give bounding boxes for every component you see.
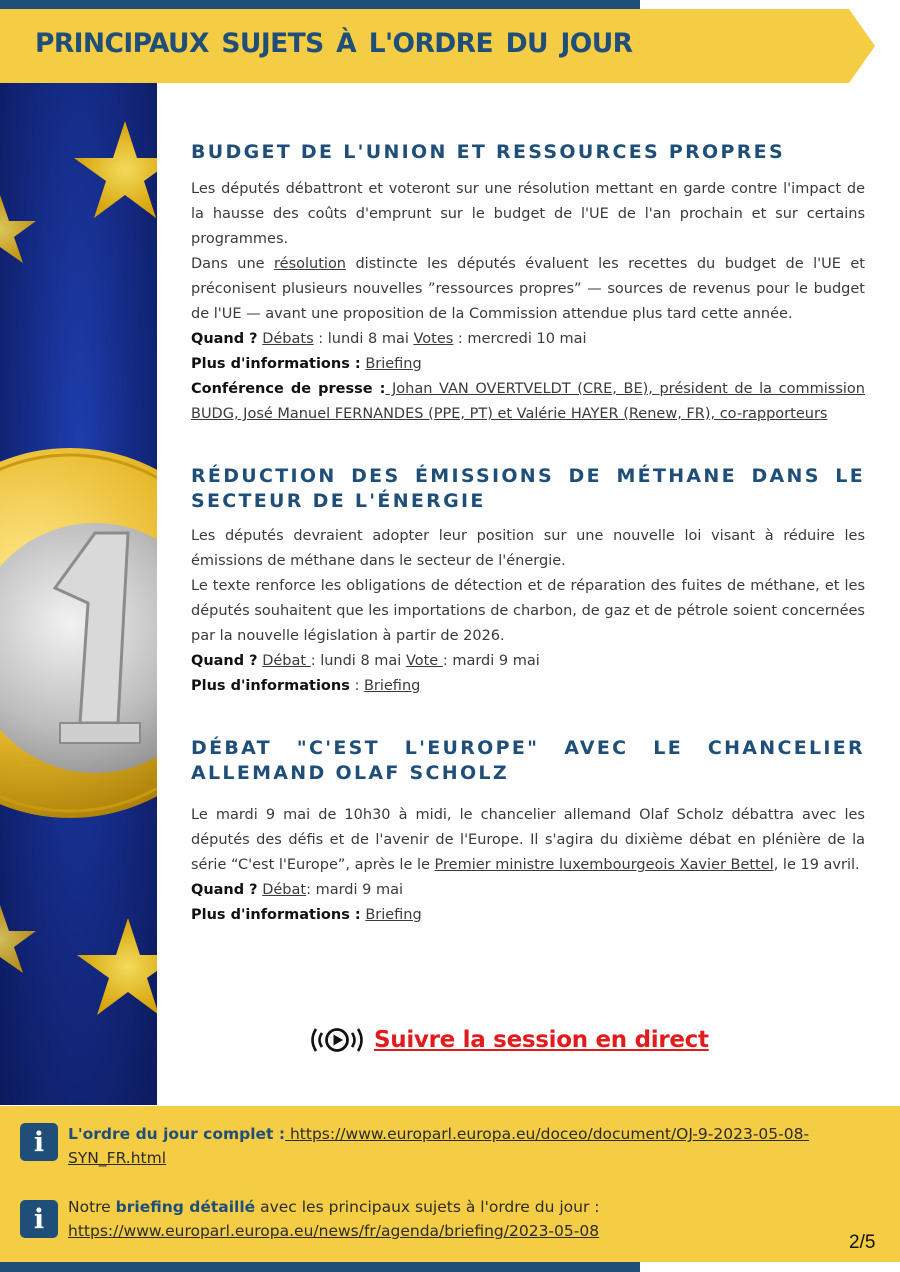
press-line [191,377,865,427]
section-title: DÉBAT "C'EST L'EUROPE" AVEC LE CHANCELIER ALLEMAND OLAF SCHOLZ [191,737,865,784]
info-label: Plus d'informations : [191,356,361,372]
star-icon [74,121,157,218]
when-date: : mardi 9 mai [442,653,540,669]
text: distincte les députés évaluent les recettes du budget de l'UE et préconisent plusieurs nouvelles ”ressources propres” — sources de revenus pour le budget de l'UE — avant une proposition de la Commission attendue plus tard cette année. [191,256,865,322]
briefing-link[interactable]: Briefing [363,678,421,694]
main-content [191,140,865,928]
section-methane [191,464,865,699]
when-date: : mardi 9 mai [306,882,404,898]
section-title: BUDGET DE L'UNION ET RESSOURCES PROPRES [191,141,785,163]
info-icon: i [20,1123,58,1161]
live-session-link[interactable]: Suivre la session en direct [374,1027,709,1053]
footer-bold: briefing détaillé [115,1198,256,1216]
resolution-link[interactable]: résolution [274,256,346,272]
info-line [191,674,865,699]
agenda-link[interactable]: https://www.europarl.europa.eu/doceo/document/OJ-9-2023-05-08-SYN_FR.html [68,1125,810,1167]
section-title: RÉDUCTION DES ÉMISSIONS DE MÉTHANE DANS LE SECTEUR DE L'ÉNERGIE [191,465,865,512]
top-accent-strip [0,0,640,9]
info-line [191,903,865,928]
text: Le mardi 9 mai de 10h30 à midi, le chancelier allemand Olaf Scholz débattra avec les députés des défis et de l'avenir de l'Europe. Il s'agira du dixième débat en plénière de la série “C'est l'Europe”, après le le [191,807,865,873]
text: avec les principaux sujets à l'ordre du jour : [255,1198,600,1216]
debate-link[interactable]: Débat [262,653,311,669]
when-label: Quand ? [191,331,258,347]
when-date: : lundi 8 mai [310,653,406,669]
footer-item-briefing [68,1195,868,1243]
when-label: Quand ? [191,653,258,669]
text: Notre [68,1198,116,1216]
when-date: : mercredi 10 mai [453,331,587,347]
debates-link[interactable]: Débats [262,331,314,347]
live-session-row[interactable] [310,1022,709,1058]
page-number: 2/5 [849,1232,876,1253]
separator: : [349,678,364,694]
footer-info-box [0,1106,900,1262]
star-icon [0,905,36,973]
section-budget [191,140,865,427]
paragraph: Le texte renforce les obligations de détection et de réparation des fuites de méthane, et les députés souhaitent que les importations de charbon, de gaz et de pétrole soient concernées par la nouvelle législation à partir de 2026. [191,578,865,644]
briefing-url-link[interactable]: https://www.europarl.europa.eu/news/fr/agenda/briefing/2023-05-08 [68,1222,600,1240]
page-title: PRINCIPAUX SUJETS À L'ORDRE DU JOUR [35,28,633,59]
votes-link[interactable]: Votes [413,331,454,347]
when-line [191,878,865,903]
live-stream-icon [310,1025,364,1055]
star-icon [0,195,36,263]
star-icon [77,918,157,1015]
press-label: Conférence de presse : [191,381,386,397]
bottom-accent-strip [0,1262,640,1272]
when-label: Quand ? [191,882,258,898]
footer-item-agenda [68,1122,868,1170]
bettel-link[interactable]: Premier ministre luxembourgeois Xavier Bettel [434,857,774,873]
when-line [191,649,865,674]
paragraph: Les députés débattront et voteront sur une résolution mettant en garde contre l'impact de la hausse des coûts d'emprunt sur le budget de l'UE de l'an prochain et sur certains programmes. [191,181,865,247]
debate-link[interactable]: Débat [262,882,307,898]
section-scholz [191,736,865,928]
press-conference-link[interactable]: Johan VAN OVERTVELDT (CRE, BE), président de la commission BUDG, José Manuel FERNANDES (PPE, PT) et Valérie HAYER (Renew, FR), co-rapporteurs [191,381,865,422]
info-line [191,352,865,377]
when-date: : lundi 8 mai [313,331,414,347]
paragraph: Les députés devraient adopter leur position sur une nouvelle loi visant à réduire les émissions de méthane dans le secteur de l'énergie. [191,528,865,569]
paragraph [191,803,865,878]
vote-link[interactable]: Vote [405,653,443,669]
footer-label: L'ordre du jour complet : [68,1125,286,1143]
info-label: Plus d'informations [191,678,350,694]
briefing-link[interactable]: Briefing [365,907,422,923]
info-label: Plus d'informations : [191,907,361,923]
when-line [191,327,865,352]
euro-coin-illustration [0,83,157,1105]
paragraph [191,252,865,327]
briefing-link[interactable]: Briefing [365,356,422,372]
text: Dans une [191,256,275,272]
text: , le 19 avril. [773,857,860,873]
info-icon: i [20,1200,58,1238]
